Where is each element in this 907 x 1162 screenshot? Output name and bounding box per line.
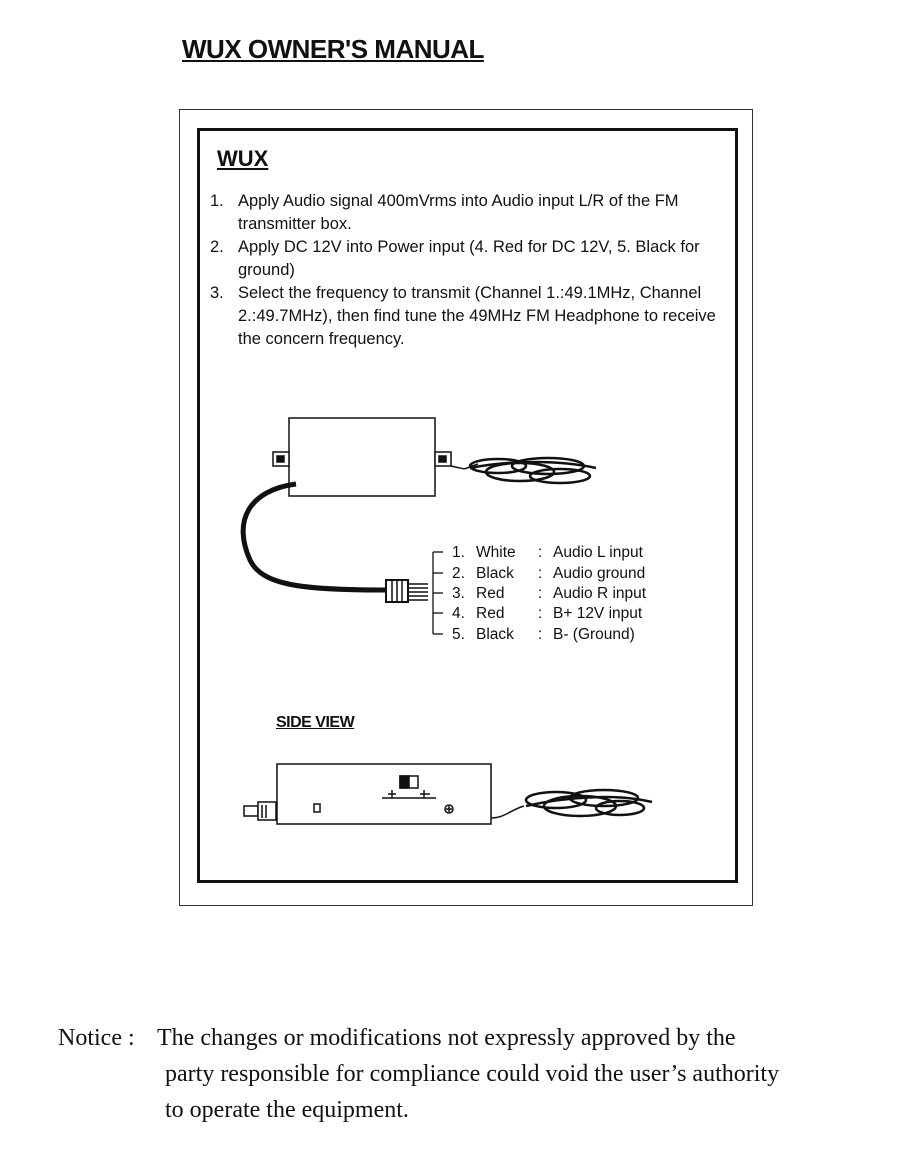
wire-color: Red (476, 605, 505, 622)
coiled-cable-icon (470, 458, 596, 483)
wire-function: Audio L input (553, 544, 643, 561)
wire-number: 1. (452, 544, 465, 561)
notice-line: to operate the equipment. (165, 1097, 409, 1123)
wire-color: White (476, 544, 516, 561)
wire-separator: : (538, 626, 543, 643)
step-number: 2. (210, 238, 224, 256)
wire-separator: : (538, 565, 543, 582)
wire-function: Audio R input (553, 585, 647, 602)
step-text: Select the frequency to transmit (Channel 1.:49.1MHz, Channel 2.:49.7MHz), then find tune the 49MHz FM Headphone to receive the concern frequency. (238, 284, 716, 348)
wire-number: 2. (452, 565, 465, 582)
wire-connector-icon (386, 580, 428, 602)
notice-line: party responsible for compliance could void the user’s authority (165, 1061, 780, 1087)
side-view-label: SIDE VIEW (276, 714, 355, 731)
transmitter-top-view (243, 418, 478, 590)
box-title: WUX (217, 146, 269, 171)
wire-separator: : (538, 585, 543, 602)
wire-function: B+ 12V input (553, 605, 643, 622)
step-number: 3. (210, 284, 224, 302)
wire-color: Black (476, 565, 514, 582)
wire-separator: : (538, 544, 543, 561)
step-text: Apply Audio signal 400mVrms into Audio input L/R of the FM transmitter box. (238, 192, 679, 233)
wire-number: 4. (452, 605, 465, 622)
wire-number: 3. (452, 585, 465, 602)
wire-function: Audio ground (553, 565, 646, 582)
notice-label: Notice : (58, 1025, 135, 1051)
wire-color: Black (476, 626, 514, 643)
wire-number: 5. (452, 626, 465, 643)
wire-separator: : (538, 605, 543, 622)
transmitter-side-view (244, 764, 524, 824)
side-coiled-cable-icon (526, 790, 652, 816)
step-text: Apply DC 12V into Power input (4. Red for DC 12V, 5. Black for ground) (238, 238, 700, 279)
wire-color: Red (476, 585, 505, 602)
step-number: 1. (210, 192, 224, 210)
document-title: WUX OWNER'S MANUAL (182, 34, 484, 64)
wire-bracket (433, 552, 443, 634)
notice-line: The changes or modifications not expressly approved by the (157, 1025, 736, 1051)
wire-function: B- (Ground) (553, 626, 635, 643)
